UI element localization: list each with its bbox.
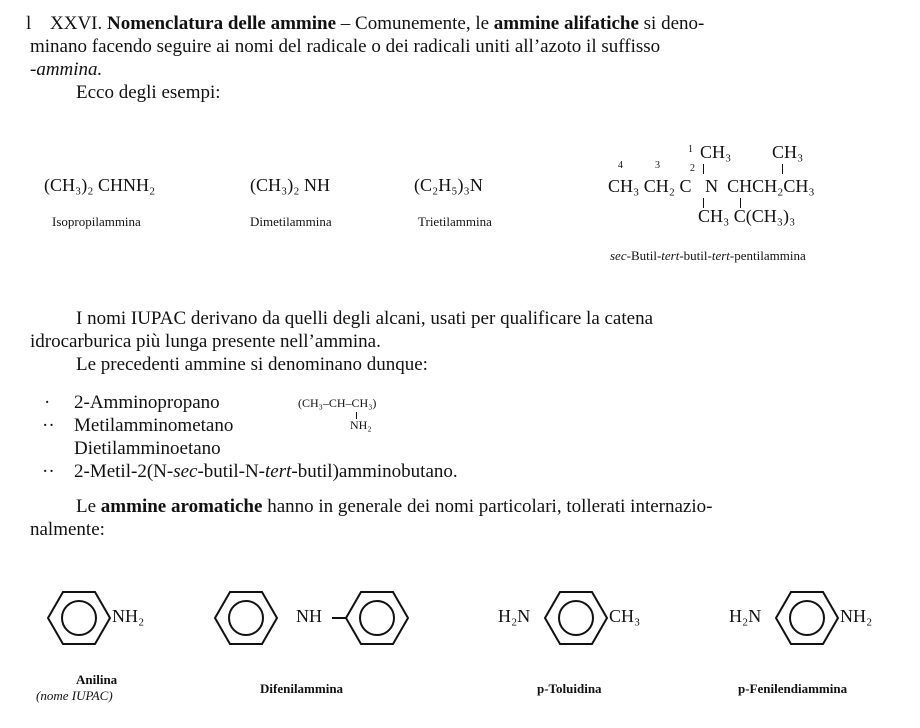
aromatic-circle-toluidine — [559, 601, 593, 635]
iupac-paragraph: I nomi IUPAC derivano da quelli degli alcani, usati per qualificare la catena idrocarburica più lunga presente nell’ammina. Le precedenti ammine si denominano dunque: — [30, 308, 654, 375]
benzene-ring-toluidine — [545, 592, 607, 644]
list-item: · 2-Amminopropano — [44, 392, 220, 413]
name-isopropyl: Isopropilammina — [52, 214, 141, 229]
aniline-nh2: NH₂ — [112, 606, 145, 626]
name-dimethyl: Dimetilammina — [250, 214, 332, 229]
aromatic-circle-diphenyl-left — [229, 601, 263, 635]
benzene-ring-diphenyl-right — [346, 592, 408, 644]
margin-mark: l — [26, 13, 32, 34]
aromatic-circle-phenylenediamine — [790, 601, 824, 635]
suffix: -ammina. — [30, 59, 103, 80]
formula-dimethyl: (CH₃)₂ NH — [250, 175, 331, 195]
name-triethyl: Trietilammina — [418, 214, 492, 229]
note-aniline: (nome IUPAC) — [36, 688, 113, 703]
name-phenylenediamine: p-Fenilendiammina — [738, 681, 848, 696]
name-toluidine: p-Toluidina — [537, 681, 602, 696]
bond-top-right — [782, 164, 783, 174]
main-chain: CH₃ CH₂ C N CHCH₂CH₃ — [608, 176, 815, 196]
section-title: Nomenclatura delle ammine — [107, 13, 337, 34]
name-diphenylamine: Difenilammina — [260, 681, 344, 696]
formula-isopropyl: (CH₃)₂ CHNH₂ — [44, 175, 156, 195]
complex-amine: 4 3 2 1 CH₃ CH₃ CH₃ CH₂ C N CHCH₂CH₃ CH₃ C(CH₃)₃ sec-Butil-tert-butil-tert-pentilammina — [608, 142, 815, 263]
aromatic-circle-aniline — [62, 601, 96, 635]
propane-nh2: NH₂ — [350, 418, 372, 432]
phenylenediamine-h2n-left: H₂N — [729, 606, 762, 626]
aromatic-circle-diphenyl-right — [360, 601, 394, 635]
list-item: ·· Metilamminometano — [42, 415, 234, 436]
propane-formula: (CH₃–CH–CH₃) — [298, 396, 377, 410]
section-intro: l XXVI. Nomenclatura delle ammine – Comunemente, le ammine alifatiche si deno- minano facendo seguire ai nomi del radicale o dei radicali uniti all’azoto il suffisso -ammina. Ecco degli esempi: — [30, 12, 895, 104]
diphenyl-nh: NH — [296, 606, 322, 626]
toluidine-ch3: CH₃ — [609, 606, 641, 626]
benzene-ring-aniline — [48, 592, 110, 644]
list-item: Dietilamminoetano — [74, 438, 221, 459]
bottom-groups: CH₃ C(CH₃)₃ — [698, 206, 796, 226]
benzene-ring-phenylenediamine — [776, 592, 838, 644]
toluidine-h2n: H₂N — [498, 606, 531, 626]
bond-top-left — [703, 164, 704, 174]
highlight-aliphatic: ammine alifatiche — [493, 13, 639, 34]
name-aniline: Anilina — [76, 672, 118, 687]
top-methyl-left: CH₃ — [700, 142, 732, 162]
name-complex-amine: sec-Butil-tert-butil-tert-pentilammina — [610, 248, 806, 263]
aromatic-paragraph: Le ammine aromatiche hanno in generale dei nomi particolari, tollerati internazio- nalmente: — [30, 496, 713, 540]
phenylenediamine-nh2-right: NH₂ — [840, 606, 873, 626]
list-item: ·· 2-Metil-2(N-sec-butil-N-tert-butil)amminobutano. — [42, 461, 458, 482]
top-methyl-right: CH₃ — [772, 142, 804, 162]
benzene-ring-diphenyl-left — [215, 592, 277, 644]
formula-triethyl: (C₂H₅)₃N — [414, 175, 483, 195]
highlight-aromatic: ammine aromatiche — [100, 496, 263, 517]
examples-intro: Ecco degli esempi: — [76, 82, 221, 103]
section-number: XXVI. — [50, 13, 103, 34]
